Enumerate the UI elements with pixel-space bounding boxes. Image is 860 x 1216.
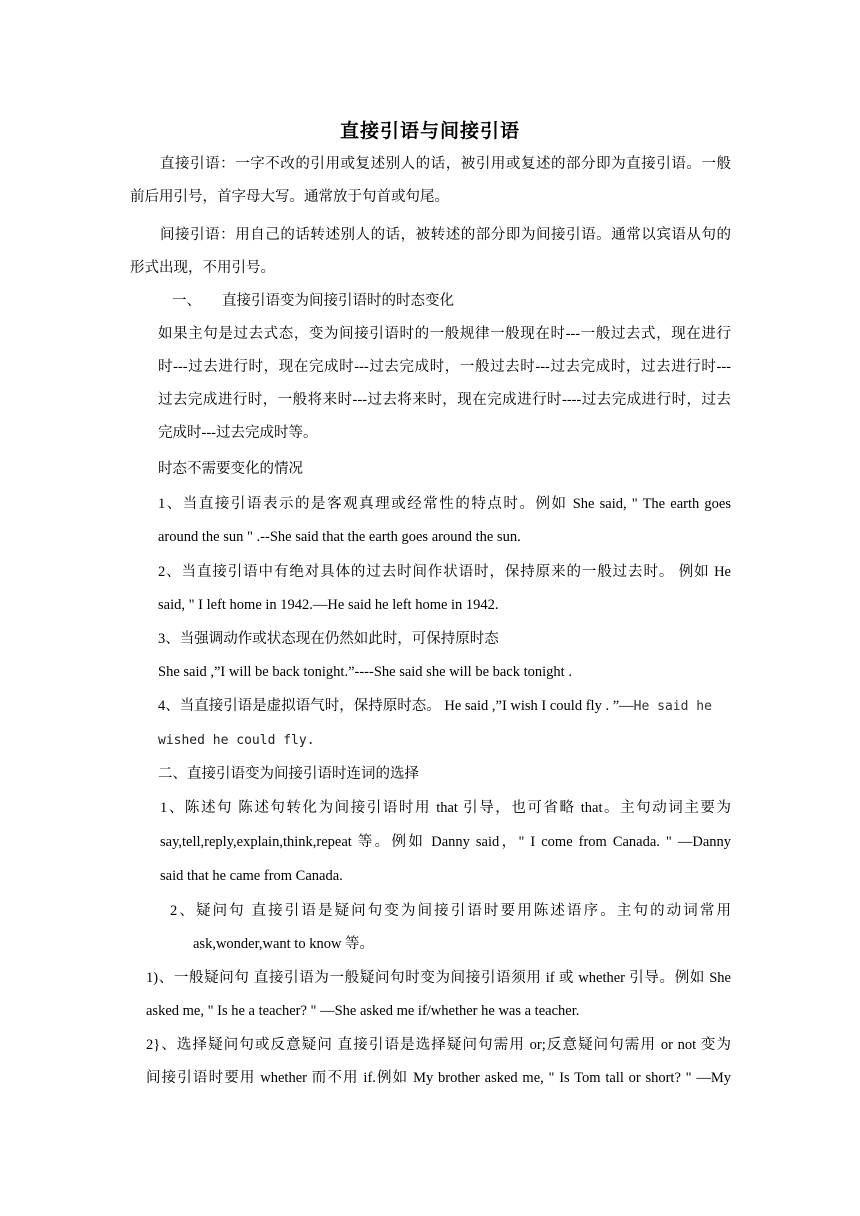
choice-question-line-1: 2}、选择疑问句或反意疑问 直接引语是选择疑问句需用 or;反意疑问句需用 or not 变为 [146,1037,731,1053]
yes-no-question-line-2: asked me, " Is he a teacher? " —She asked me if/whether he was a teacher. [146,1003,580,1019]
section-2-heading: 二、直接引语变为间接引语时连词的选择 [158,766,419,782]
tense-rule-line-2: 时---过去进行时，现在完成时---过去完成时，一般过去时---过去完成时，过去进行时--- [158,359,731,375]
case-4-line-2: wished he could fly. [158,733,315,748]
case-2-line-2: said, " I left home in 1942.—He said he left home in 1942. [158,597,499,613]
case-1-line-1: 1、当直接引语表示的是客观真理或经常性的特点时。例如 She said, " The earth goes [158,496,731,512]
choice-question-line-2: 间接引语时要用 whether 而不用 if.例如 My brother asked me, " Is Tom tall or short? " —My [146,1070,731,1086]
section-1-number: 一、 [172,293,201,309]
section-1-heading: 直接引语变为间接引语时的时态变化 [222,293,454,309]
tense-rule-line-3: 过去完成进行时，一般将来时---过去将来时，现在完成进行时----过去完成进行时，过去 [158,392,731,408]
tense-rule-line-1: 如果主句是过去式态，变为间接引语时的一般规律一般现在时---一般过去式，现在进行 [158,326,731,342]
direct-speech-definition-line-2: 前后用引号，首字母大写。通常放于句首或句尾。 [130,189,449,205]
no-change-heading: 时态不需要变化的情况 [158,461,303,477]
statement-line-3: said that he came from Canada. [160,868,343,884]
page-title: 直接引语与间接引语 [339,120,520,142]
indirect-speech-definition-line-1: 间接引语：用自己的话转述别人的话，被转述的部分即为间接引语。通常以宾语从句的 [160,227,731,243]
tense-rule-line-4: 完成时---过去完成时等。 [158,425,318,441]
case-4-line-1 [158,690,712,723]
question-line-1: 2、疑问句 直接引语是疑问句变为间接引语时要用陈述语序。主句的动词常用 [170,903,731,919]
direct-speech-definition-line-1: 直接引语：一字不改的引用或复述别人的话，被引用或复述的部分即为直接引语。一般 [160,156,731,172]
case-1-line-2: around the sun " .--She said that the earth goes around the sun. [158,529,521,545]
indirect-speech-definition-line-2: 形式出现，不用引号。 [130,260,275,276]
case-4-text: 4、当直接引语是虚拟语气时，保持原时态。 He said ,”I wish I could fly . ”— [158,698,634,714]
statement-line-1: 1、陈述句 陈述句转化为间接引语时用 that 引导，也可省略 that。主句动词主要为 [160,800,731,816]
case-3-line-1: 3、当强调动作或状态现在仍然如此时，可保持原时态 [158,631,499,647]
case-4-text-continued: He said he [633,699,712,714]
statement-line-2: say,tell,reply,explain,think,repeat 等。例如 Danny said，" I come from Canada. " —Danny [160,834,731,850]
yes-no-question-line-1: 1)、一般疑问句 直接引语为一般疑问句时变为间接引语须用 if 或 whether 引导。例如 She [146,970,731,986]
question-line-2: ask,wonder,want to know 等。 [193,936,375,952]
case-3-line-2: She said ,”I will be back tonight.”----She said she will be back tonight . [158,664,572,680]
case-2-line-1: 2、当直接引语中有绝对具体的过去时间作状语时，保持原来的一般过去时。 例如 He [158,564,731,580]
